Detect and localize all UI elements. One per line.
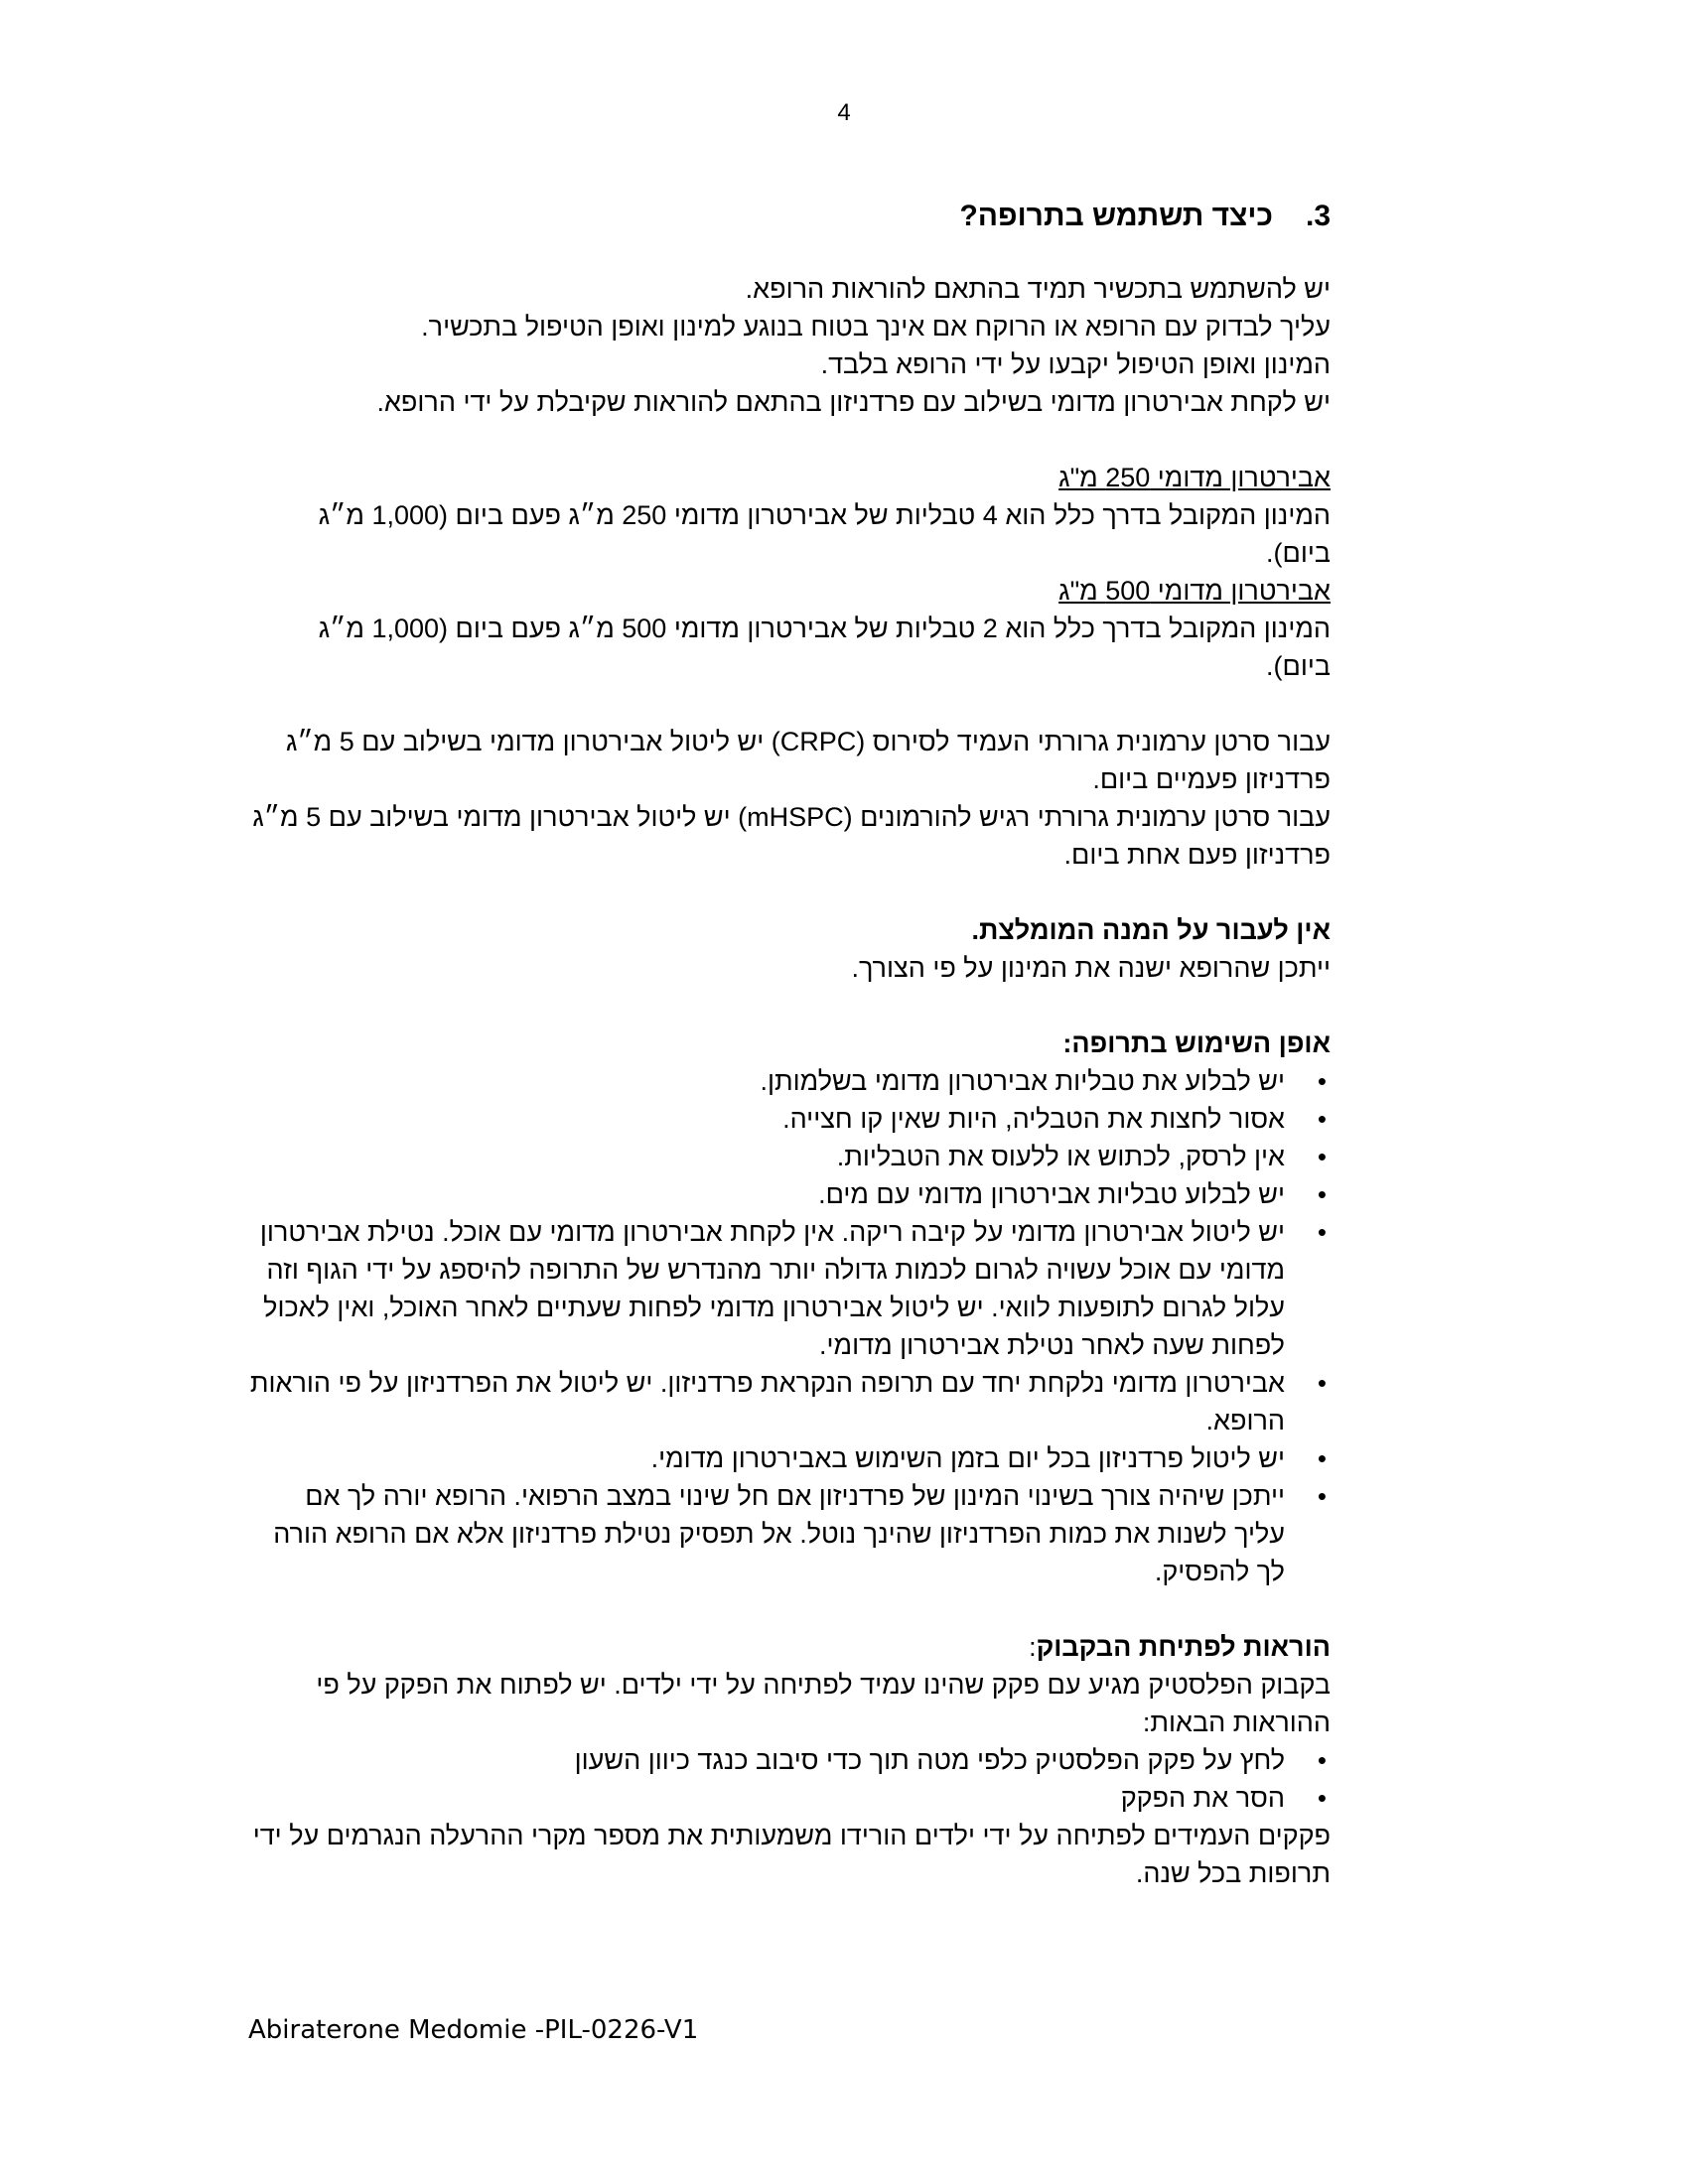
section-number: 3. [1305,200,1331,232]
usage-list [248,1062,1331,1590]
crpc-paragraph: עבור סרטן ערמונית גרורתי העמיד לסירוס (CRPC) יש ליטול אבירטרון מדומי בשילוב עם 5 מ״ג פרדניזון פעמיים ביום. [285,727,1331,794]
dose-500-text: המינון המקובל בדרך כלל הוא 2 טבליות של אבירטרון מדומי 500 מ״ג פעם ביום (1,000 מ״ג ביום). [318,614,1331,681]
list-item: • יש ליטול אבירטרון מדומי על קיבה ריקה. אין לקחת אבירטרון מדומי עם אוכל. נטילת אבירטרון מדומי עם אוכל עשויה לגרום לכמות גדולה יותר מהנדרש של התרופה להיספג על ידי הגוף וזה עלול לגרום לתופעות לוואי. יש ליטול אבירטרון מדומי לפחות שעתיים לאחר האוכל, ואין לאכול לפחות שעה לאחר נטילת אבירטרון מדומי. [248,1213,1331,1364]
mhspc-paragraph: עבור סרטן ערמונית גרורתי רגיש להורמונים (mHSPC) יש ליטול אבירטרון מדומי בשילוב עם 5 מ״ג פרדניזון פעם אחת ביום. [252,802,1331,870]
intro-line-1: יש להשתמש בתכשיר תמיד בהתאם להוראות הרופא. [745,274,1331,304]
bottle-heading: הוראות לפתיחת הבקבוק [1036,1632,1331,1662]
list-item: • הסר את הפקק [248,1779,1331,1817]
no-exceed-warning: אין לעבור על המנה המומלצת. [971,915,1331,945]
dose-250-heading: אבירטרון מדומי 250 מ"ג [1058,463,1331,492]
bottle-steps [248,1741,1331,1817]
intro-line-4: יש לקחת אבירטרון מדומי בשילוב עם פרדניזון בהתאם להוראות שקיבלת על ידי הרופא. [376,387,1331,417]
list-item: • יש ליטול פרדניזון בכל יום בזמן השימוש באבירטרון מדומי. [248,1439,1331,1477]
dose-change-note: ייתכן שהרופא ישנה את המינון על פי הצורך. [851,953,1331,983]
section-heading [248,195,1331,238]
document-body [248,195,1331,1892]
bottle-heading-line [248,1628,1331,1666]
bottle-closing: פקקים העמידים לפתיחה על ידי ילדים הורידו משמעותית את מספר מקרי ההרעלה הנגרמים על ידי תרופות בכל שנה. [252,1821,1331,1888]
section-title: כיצד תשתמש בתרופה? [959,200,1273,232]
list-item: • יש לבלוע טבליות אבירטרון מדומי עם מים. [248,1175,1331,1213]
bottle-heading-colon: : [1029,1632,1037,1662]
page-number: 4 [837,99,851,126]
document-footer: Abiraterone Medomie -PIL-0226-V1 [248,2015,699,2045]
list-item: • אבירטרון מדומי נלקחת יחד עם תרופה הנקראת פרדניזון. יש ליטול את הפרדניזון על פי הוראות הרופא. [248,1364,1331,1439]
bottle-intro: בקבוק הפלסטיק מגיע עם פקק שהינו עמיד לפתיחה על ידי ילדים. יש לפתוח את הפקק על פי ההוראות הבאות: [316,1670,1331,1737]
usage-heading: אופן השימוש בתרופה: [1062,1028,1331,1058]
list-item: • לחץ על פקק הפלסטיק כלפי מטה תוך כדי סיבוב כנגד כיוון השעון [248,1741,1331,1779]
list-item: • ייתכן שיהיה צורך בשינוי המינון של פרדניזון אם חל שינוי במצב הרפואי. הרופא יורה לך אם עליך לשנות את כמות הפרדניזון שהינך נוטל. אל תפסיק נטילת פרדניזון אלא אם הרופא הורה לך להפסיק. [248,1477,1331,1590]
dose-500-heading: אבירטרון מדומי 500 מ"ג [1058,576,1331,606]
dose-250-text: המינון המקובל בדרך כלל הוא 4 טבליות של אבירטרון מדומי 250 מ״ג פעם ביום (1,000 מ״ג ביום). [318,500,1331,568]
intro-line-3: המינון ואופן הטיפול יקבעו על ידי הרופא בלבד. [820,349,1331,379]
list-item: • אסור לחצות את הטבליה, היות שאין קו חצייה. [248,1100,1331,1138]
list-item: • אין לרסק, לכתוש או ללעוס את הטבליות. [248,1138,1331,1175]
list-item: • יש לבלוע את טבליות אבירטרון מדומי בשלמותן. [248,1062,1331,1100]
intro-line-2: עליך לבדוק עם הרופא או הרוקח אם אינך בטוח בנוגע למינון ואופן הטיפול בתכשיר. [421,312,1331,341]
